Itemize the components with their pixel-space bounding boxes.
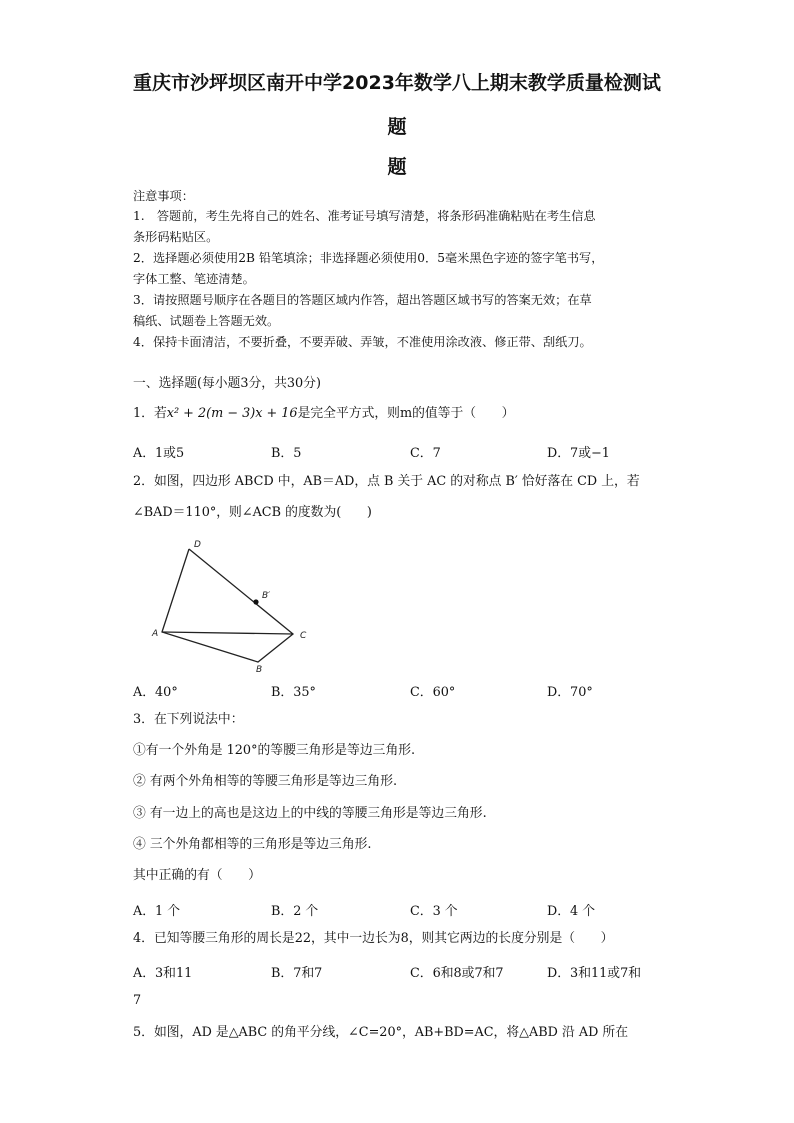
q2-option-b[interactable]: B．35° <box>271 685 316 700</box>
question-3-prompt: 其中正确的有（ ） <box>133 868 261 883</box>
notice-line: 字体工整、笔迹清楚。 <box>133 272 255 286</box>
q4-option-c[interactable]: C．6和8或7和7 <box>410 966 504 981</box>
exam-title-line-1: 重庆市沙坪坝区南开中学2023年数学八上期末教学质量检测试 <box>133 72 661 94</box>
q3-statement: ③ 有一边上的高也是这边上的中线的等腰三角形是等边三角形. <box>133 806 487 821</box>
question-2-stem-line-2: ∠BAD＝110°，则∠ACB 的度数为( ) <box>133 505 372 520</box>
label-b-prime: B′ <box>262 591 271 601</box>
quadrilateral-figure <box>150 535 320 675</box>
question-1-stem <box>133 406 663 422</box>
question-2-options <box>133 681 673 699</box>
point-b-prime <box>253 599 258 604</box>
notice-heading: 注意事项： <box>133 189 194 203</box>
q3-statement: ② 有两个外角相等的等腰三角形是等边三角形. <box>133 774 398 789</box>
q2-option-d[interactable]: D．70° <box>547 685 593 700</box>
q4-option-b[interactable]: B．7和7 <box>271 966 323 981</box>
notice-line: 稿纸、试题卷上答题无效。 <box>133 314 280 328</box>
q1-suffix: 是完全平方式，则m的值等于（ ） <box>297 406 515 421</box>
diagonal-ac <box>162 632 293 634</box>
q4-option-continuation: 7 <box>133 993 142 1008</box>
exam-title-line-2: 题 <box>387 116 407 138</box>
question-5-stem-line-1: 5．如图，AD 是△ABC 的角平分线，∠C=20°，AB+BD=AC，将△ABD 沿 AD 所在 <box>133 1025 628 1040</box>
q3-option-d[interactable]: D．4 个 <box>547 904 596 919</box>
notice-line: 条形码粘贴区。 <box>133 230 219 244</box>
q4-option-a[interactable]: A．3和11 <box>133 966 193 981</box>
q1-prefix: 1．若 <box>133 406 167 421</box>
question-3-options <box>133 900 673 918</box>
q2-option-a[interactable]: A．40° <box>133 685 178 700</box>
q4-option-d[interactable]: D．3和11或7和 <box>547 966 642 981</box>
notice-line: 1. 答题前，考生先将自己的姓名、准考证号填写清楚，将条形码准确粘贴在考生信息 <box>133 209 596 223</box>
q1-option-d[interactable]: D．7或−1 <box>547 446 610 461</box>
notice-line: 4．保持卡面清洁，不要折叠，不要弄破、弄皱，不准使用涂改液、修正带、刮纸刀。 <box>133 335 592 349</box>
question-3-stem: 3．在下列说法中： <box>133 712 244 727</box>
notice-line: 2．选择题必须使用2B 铅笔填涂；非选择题必须使用0．5毫米黑色字迹的签字笔书写， <box>133 251 604 265</box>
label-b: B <box>256 665 263 675</box>
q3-option-c[interactable]: C．3 个 <box>410 904 458 919</box>
q3-statement: ④ 三个外角都相等的三角形是等边三角形. <box>133 837 372 852</box>
q1-option-b[interactable]: B．5 <box>271 446 302 461</box>
question-2-stem-line-1: 2．如图，四边形 ABCD 中，AB＝AD，点 B 关于 AC 的对称点 B′ 恰好落在 CD 上，若 <box>133 474 640 489</box>
q2-option-c[interactable]: C．60° <box>410 685 456 700</box>
label-c: C <box>300 631 307 641</box>
q1-option-c[interactable]: C．7 <box>410 446 441 461</box>
q3-option-a[interactable]: A．1 个 <box>133 904 181 919</box>
exam-title-line-3: 题 <box>387 156 407 178</box>
question-1-options <box>133 442 673 460</box>
q1-expression: x² + 2(m − 3)x + 16 <box>166 406 298 421</box>
question-4-options <box>133 962 673 980</box>
q3-option-b[interactable]: B．2 个 <box>271 904 319 919</box>
label-d: D <box>194 540 201 550</box>
question-4-stem: 4．已知等腰三角形的周长是22，其中一边长为8，则其它两边的长度分别是（ ） <box>133 931 614 946</box>
q3-statement: ①有一个外角是 120°的等腰三角形是等边三角形. <box>133 743 416 758</box>
notice-line: 3．请按照题号顺序在各题目的答题区域内作答，超出答题区域书写的答案无效；在草 <box>133 293 592 307</box>
label-a: A <box>152 629 159 639</box>
q1-option-a[interactable]: A．1或5 <box>133 446 185 461</box>
figure-edges <box>162 549 293 662</box>
section-heading: 一、选择题(每小题3分，共30分) <box>133 376 321 391</box>
